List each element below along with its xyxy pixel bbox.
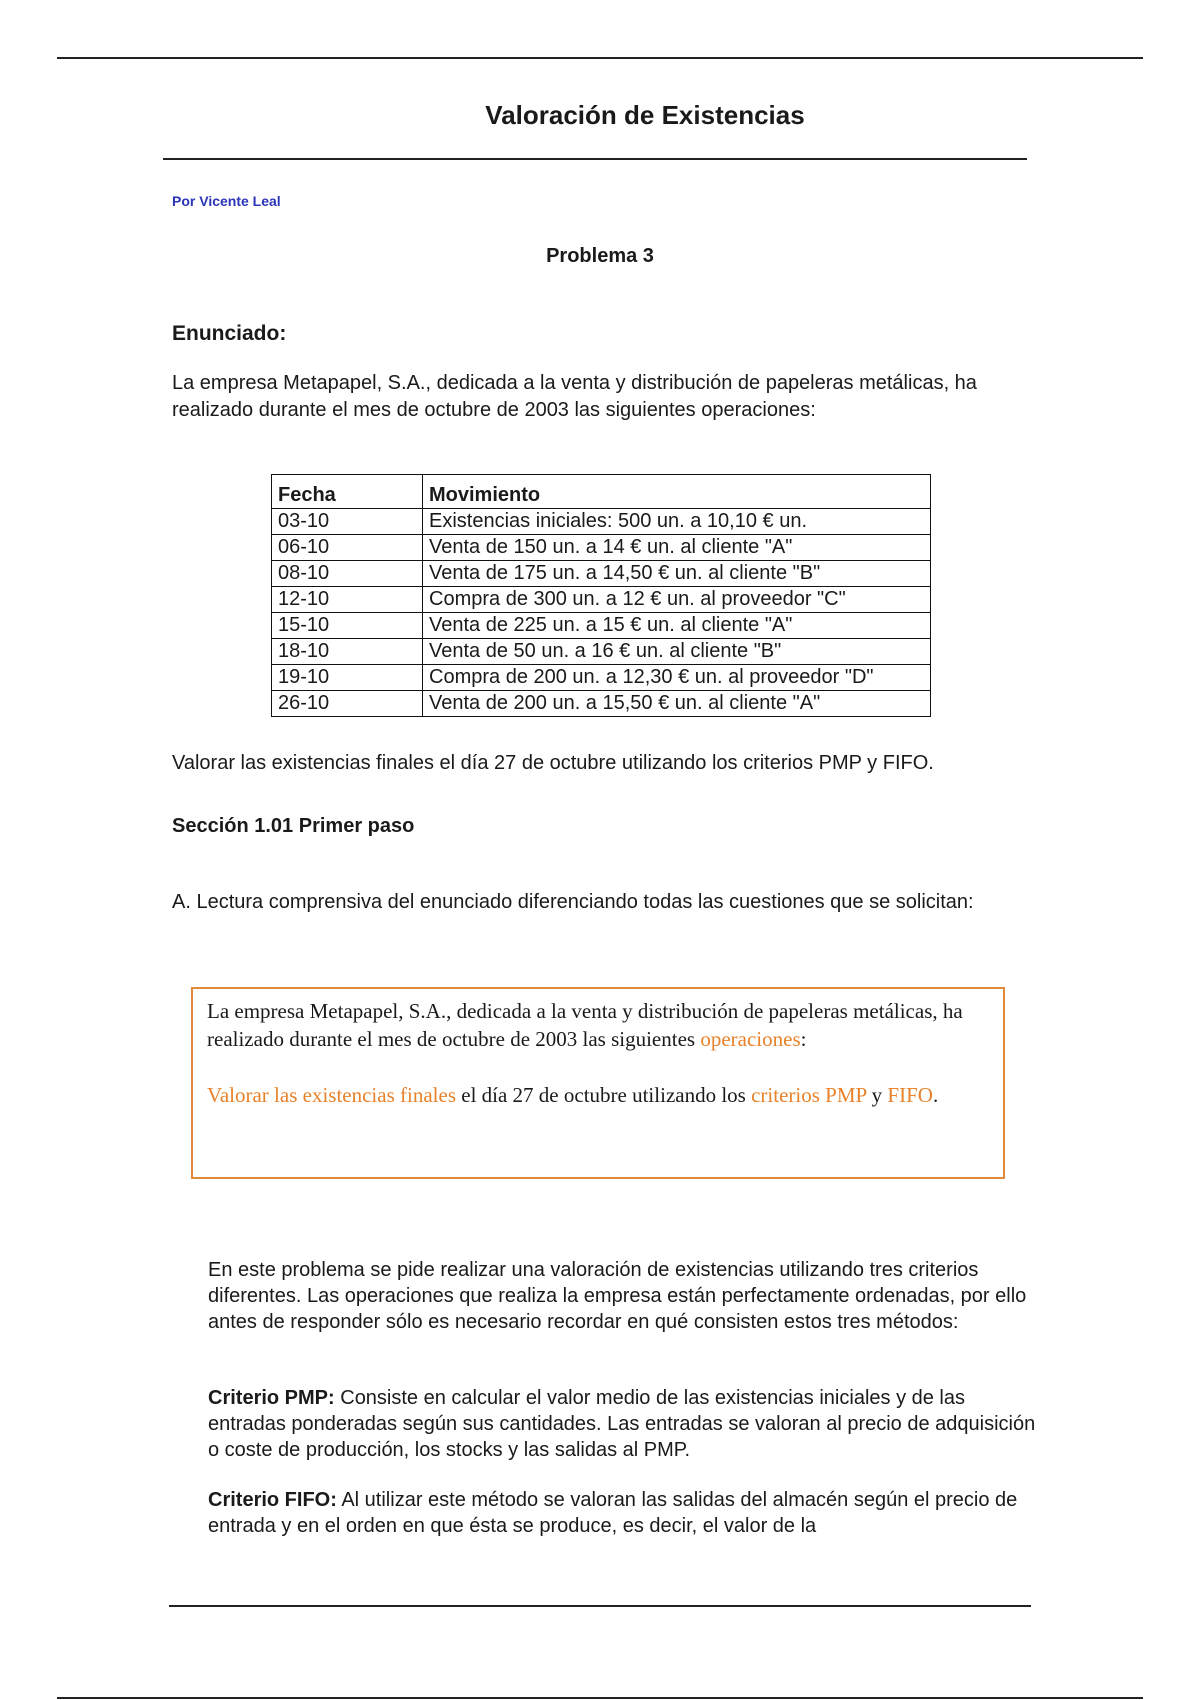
table-row xyxy=(272,535,931,561)
table-row xyxy=(272,561,931,587)
cell-movement: Venta de 50 un. a 16 € un. al cliente "B" xyxy=(423,639,931,665)
box-text: La empresa Metapapel, S.A., dedicada a la venta y distribución de papeleras metálicas, ha realizado durante el mes de octubre de 2003 las siguientes xyxy=(207,999,963,1051)
box-text: el día 27 de octubre utilizando los xyxy=(456,1083,752,1107)
highlight-operaciones: operaciones xyxy=(700,1027,801,1051)
statement-label: Enunciado: xyxy=(172,322,287,345)
criterio-pmp-text: Consiste en calcular el valor medio de las existencias iniciales y de las entradas ponderadas según sus cantidades. Las entradas se valoran al precio de adquisición o coste de producción, los stocks y las salidas al PMP. xyxy=(208,1387,1036,1461)
table-row xyxy=(272,613,931,639)
header-fecha: Fecha xyxy=(272,475,423,509)
table-row xyxy=(272,509,931,535)
cell-date: 12-10 xyxy=(272,587,423,613)
table-row xyxy=(272,691,931,717)
title-underline xyxy=(163,158,1027,160)
table-row xyxy=(272,639,931,665)
cell-date: 15-10 xyxy=(272,613,423,639)
footer-rule xyxy=(169,1605,1031,1607)
cell-movement: Compra de 300 un. a 12 € un. al proveedor "C" xyxy=(423,587,931,613)
top-page-rule xyxy=(57,57,1143,59)
cell-movement: Venta de 200 un. a 15,50 € un. al cliente "A" xyxy=(423,691,931,717)
cell-date: 03-10 xyxy=(272,509,423,535)
highlight-criterios-pmp: criterios PMP xyxy=(751,1083,867,1107)
highlight-existencias-finales: Valorar las existencias finales xyxy=(207,1083,456,1107)
cell-date: 18-10 xyxy=(272,639,423,665)
bottom-page-rule xyxy=(57,1697,1143,1699)
cell-date: 06-10 xyxy=(272,535,423,561)
cell-movement: Venta de 175 un. a 14,50 € un. al cliente "B" xyxy=(423,561,931,587)
cell-date: 19-10 xyxy=(272,665,423,691)
author-link[interactable]: Por Vicente Leal xyxy=(172,193,281,209)
cell-movement: Venta de 150 un. a 14 € un. al cliente "A" xyxy=(423,535,931,561)
cell-movement: Compra de 200 un. a 12,30 € un. al proveedor "D" xyxy=(423,665,931,691)
box-text: y xyxy=(866,1083,888,1107)
table-row xyxy=(272,587,931,613)
criterio-fifo-text: Al utilizar este método se valoran las salidas del almacén según el precio de entrada y en el orden en que ésta se produce, es decir, el valor de la xyxy=(208,1489,1018,1537)
table-row xyxy=(272,665,931,691)
cell-movement: Existencias iniciales: 500 un. a 10,10 € un. xyxy=(423,509,931,535)
problem-question: Valorar las existencias finales el día 27 de octubre utilizando los criterios PMP y FIFO. xyxy=(172,752,934,774)
section-heading: Sección 1.01 Primer paso xyxy=(172,815,415,837)
box-text: : xyxy=(800,1027,807,1051)
explanation-intro: En este problema se pide realizar una valoración de existencias utilizando tres criterios diferentes. Las operaciones que realiza la empresa están perfectamente ordenadas, por ello antes de responder sólo es necesario recordar en qué consisten estos tres métodos: xyxy=(208,1259,1027,1333)
problem-title: Problema 3 xyxy=(546,245,654,267)
cell-date: 26-10 xyxy=(272,691,423,717)
criterio-fifo-label: Criterio FIFO: xyxy=(208,1489,337,1511)
cell-movement: Venta de 225 un. a 15 € un. al cliente "A" xyxy=(423,613,931,639)
operations-table xyxy=(271,474,931,717)
page-title: Valoración de Existencias xyxy=(485,100,805,130)
box-paragraph-operations xyxy=(207,997,989,1053)
criterio-pmp-paragraph xyxy=(208,1385,1038,1463)
header-movimiento: Movimiento xyxy=(423,475,931,509)
criterio-pmp-label: Criterio PMP: xyxy=(208,1387,335,1409)
highlight-fifo: FIFO xyxy=(887,1083,933,1107)
statement-intro: La empresa Metapapel, S.A., dedicada a la venta y distribución de papeleras metálicas, ha realizado durante el mes de octubre de 2003 las siguientes operaciones: xyxy=(172,372,977,421)
box-text: . xyxy=(932,1083,939,1107)
box-paragraph-question xyxy=(207,1081,989,1109)
step-a-text: A. Lectura comprensiva del enunciado diferenciando todas las cuestiones que se solicitan: xyxy=(172,891,974,913)
table-header-row xyxy=(272,475,931,509)
highlighted-statement-box xyxy=(191,987,1005,1179)
criterio-fifo-paragraph xyxy=(208,1487,1038,1539)
cell-date: 08-10 xyxy=(272,561,423,587)
